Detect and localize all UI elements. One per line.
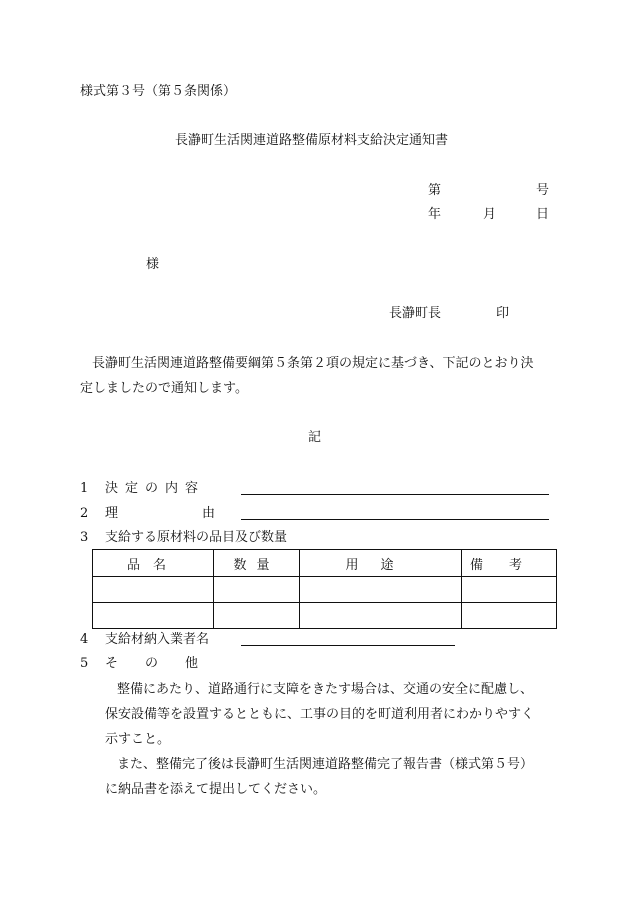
table-cell [214, 603, 300, 629]
item-4-underline [241, 645, 455, 646]
table-row [93, 603, 557, 629]
item-3-number: 3 [80, 530, 89, 545]
item-1-label: 決定の内容 [105, 481, 206, 496]
note-1-line-3: 示すこと。 [105, 732, 171, 747]
item-2-label-left: 理 [105, 506, 119, 521]
item-1-underline [241, 494, 549, 495]
item-3-label: 支給する原材料の品目及び数量 [105, 530, 288, 545]
date-month: 月 [483, 207, 497, 222]
materials-table [92, 549, 557, 629]
date-year: 年 [428, 207, 442, 222]
document-number [428, 183, 549, 199]
issuer-seal: 印 [496, 306, 510, 321]
document-title: 長瀞町生活関連道路整備原材料支給決定通知書 [175, 133, 449, 148]
item-5-label: その他 [105, 656, 226, 671]
table-cell [300, 577, 462, 603]
table-cell [462, 577, 557, 603]
ki-heading: 記 [308, 430, 322, 445]
note-1-line-1: 整備にあたり、道路通行に支障をきたす場合は、交通の安全に配慮し、 [117, 682, 534, 697]
header-purpose: 用途 [300, 550, 462, 577]
item-2-label-right: 由 [202, 506, 216, 521]
note-2-line-1: また、整備完了後は長瀞町生活関連道路整備完了報告書（様式第５号） [117, 757, 534, 772]
item-2-underline [241, 519, 549, 520]
body-line-1: 長瀞町生活関連道路整備要綱第５条第２項の規定に基づき、下記のとおり決 [92, 356, 534, 371]
table-cell [300, 603, 462, 629]
item-2-number: 2 [80, 506, 89, 521]
table-header-row [93, 550, 557, 577]
form-number: 様式第３号（第５条関係） [80, 84, 237, 99]
addressee-suffix: 様 [146, 257, 160, 272]
header-remarks: 備考 [462, 550, 557, 577]
item-4-label: 支給材納入業者名 [105, 632, 210, 647]
item-5-number: 5 [80, 656, 89, 671]
table-cell [214, 577, 300, 603]
issue-date [428, 207, 549, 223]
note-2-line-2: に納品書を添えて提出してください。 [105, 782, 327, 797]
table-cell [93, 603, 214, 629]
header-quantity: 数量 [214, 550, 300, 577]
issuer-name: 長瀞町長 [389, 306, 442, 321]
doc-number-prefix: 第 [428, 183, 442, 198]
note-1-line-2: 保安設備等を設置するとともに、工事の目的を町道利用者にわかりやすく [105, 707, 535, 722]
doc-number-suffix: 号 [535, 183, 549, 198]
date-day: 日 [536, 207, 550, 222]
header-item-name: 品名 [93, 550, 214, 577]
body-line-2: 定しましたので通知します。 [80, 381, 248, 396]
table-cell [462, 603, 557, 629]
item-1-number: 1 [80, 481, 89, 496]
table-cell [93, 577, 214, 603]
table-row [93, 577, 557, 603]
item-4-number: 4 [80, 632, 89, 647]
